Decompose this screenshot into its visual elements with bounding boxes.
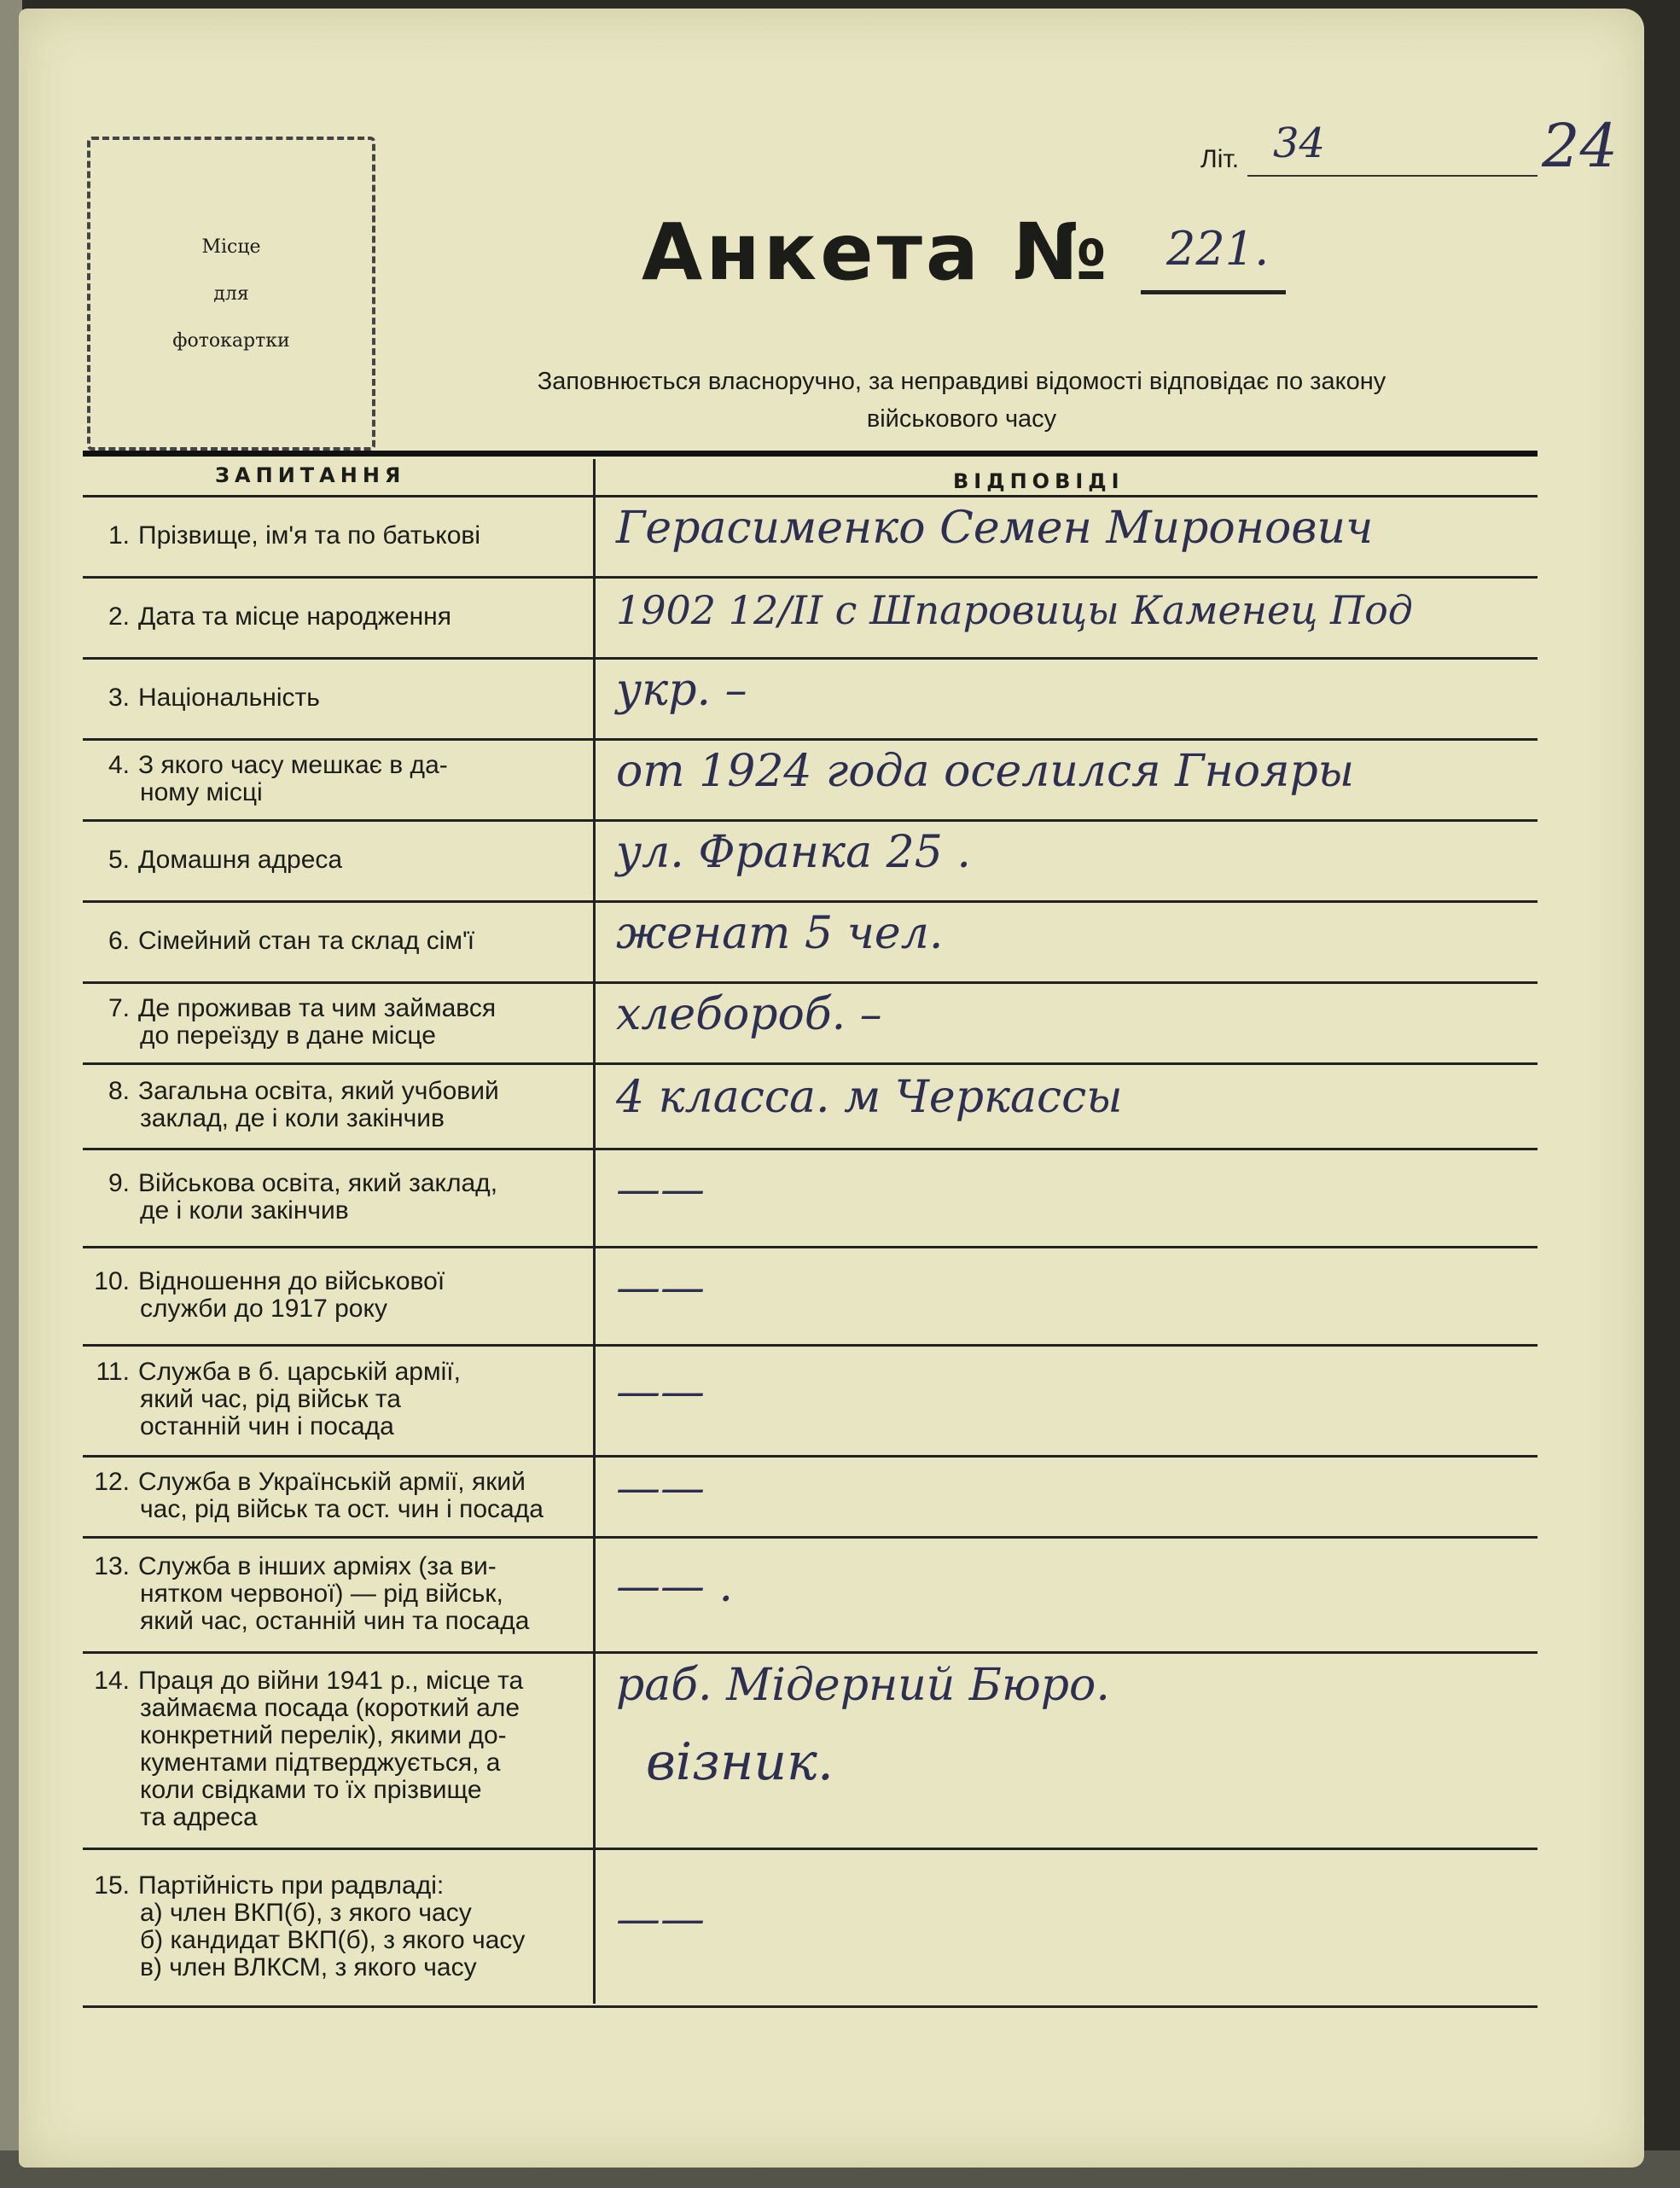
- row-rule: [83, 1848, 1538, 1850]
- question-text: Праця до війни 1941 р., місце та: [138, 1667, 524, 1695]
- question-8: [87, 1078, 590, 1132]
- row-rule: [83, 1455, 1538, 1458]
- question-text: та адреса: [140, 1803, 258, 1831]
- photo-label-1: Місце: [201, 236, 261, 258]
- answer-9: ——: [616, 1163, 705, 1215]
- answer-10: ——: [616, 1261, 705, 1313]
- question-text: де і коли закінчив: [140, 1196, 349, 1225]
- question-number: 15.: [94, 1871, 130, 1900]
- question-number: 1.: [108, 521, 130, 550]
- question-text: заклад, де і коли закінчив: [140, 1104, 445, 1132]
- row-rule: [83, 1148, 1538, 1150]
- question-text: Служба в б. царській армії,: [138, 1358, 461, 1386]
- question-10: [87, 1268, 590, 1323]
- page-number: 24: [1542, 111, 1619, 181]
- photo-placeholder: [87, 137, 375, 451]
- subtitle-line-1: Заповнюється власноручно, за неправдиві відомості відповідає по закону: [537, 368, 1386, 395]
- question-text: Загальна освіта, який учбовий: [138, 1077, 499, 1105]
- answer-1: Герасименко Семен Миронович: [616, 502, 1374, 554]
- question-text: Національність: [138, 683, 320, 712]
- row-rule: [83, 1062, 1538, 1065]
- row-rule: [83, 981, 1538, 984]
- question-text: коли свідками то їх прізвище: [140, 1776, 482, 1804]
- lit-value: 34: [1273, 119, 1326, 167]
- row-rule: [83, 1246, 1538, 1248]
- answer-15: ——: [616, 1893, 705, 1945]
- question-text: Військова освіта, який заклад,: [138, 1168, 498, 1197]
- question-text: Відношення до військової: [138, 1266, 445, 1295]
- question-13: [87, 1553, 590, 1635]
- answer-12: ——: [616, 1462, 705, 1514]
- question-text: Дата та місце народження: [138, 602, 451, 631]
- answer-11: ——: [616, 1366, 705, 1417]
- question-1: [87, 522, 590, 550]
- form-number-underline: [1141, 290, 1286, 294]
- row-rule: [83, 1651, 1538, 1654]
- subtitle: [411, 363, 1512, 438]
- answer-6: женат 5 чел.: [616, 907, 944, 959]
- question-number: 7.: [108, 993, 130, 1022]
- question-text: в) член ВЛКСМ, з якого часу: [140, 1952, 477, 1981]
- question-11: [87, 1359, 590, 1440]
- row-rule: [83, 2005, 1538, 2008]
- answer-7: хлебороб. –: [616, 988, 882, 1040]
- answer-4: от 1924 года оселился Гнояры: [616, 745, 1355, 797]
- question-6: [87, 928, 590, 955]
- question-number: 11.: [96, 1358, 130, 1386]
- photo-label-2: для: [213, 282, 249, 305]
- question-number: 13.: [94, 1551, 130, 1580]
- form-number: 221.: [1166, 222, 1270, 276]
- question-number: 14.: [94, 1667, 130, 1695]
- question-text: час, рід військ та ост. чин і посада: [140, 1494, 544, 1523]
- column-divider: [593, 459, 596, 2004]
- question-15: [87, 1872, 590, 1981]
- question-text: Служба в Українській армії, який: [138, 1467, 526, 1496]
- row-rule: [83, 495, 1538, 498]
- answer-3: укр. –: [616, 664, 747, 716]
- question-5: [87, 847, 590, 874]
- question-text: а) член ВКП(б), з якого часу: [140, 1898, 472, 1927]
- answer-2: 1902 12/II с Шпаровицы Каменец Под: [616, 587, 1413, 633]
- row-rule: [83, 576, 1538, 579]
- question-text: б) кандидат ВКП(б), з якого часу: [140, 1925, 526, 1954]
- question-text: останній чин і посада: [140, 1412, 394, 1440]
- question-text: нятком червоної) — рід військ,: [140, 1579, 503, 1608]
- answer-5: ул. Франка 25 .: [616, 826, 971, 878]
- question-number: 9.: [108, 1168, 130, 1197]
- row-rule: [83, 1536, 1538, 1539]
- page-title: Анкета №: [642, 207, 1111, 298]
- answer-14-line-2: візник.: [646, 1732, 834, 1792]
- row-rule: [83, 900, 1538, 903]
- question-text: ному місці: [140, 777, 263, 806]
- answer-13: —— .: [616, 1560, 734, 1612]
- question-number: 5.: [108, 845, 130, 874]
- column-header-answer: ВІДПОВІДІ: [953, 469, 1125, 493]
- question-text: який час, останній чин та посада: [140, 1606, 530, 1635]
- question-text: займаєма посада (короткий але: [140, 1694, 520, 1722]
- lit-underline: [1247, 175, 1538, 177]
- question-number: 8.: [108, 1077, 130, 1105]
- row-rule: [83, 657, 1538, 660]
- question-9: [87, 1170, 590, 1225]
- photo-label-3: фотокартки: [172, 329, 290, 352]
- question-number: 4.: [108, 750, 130, 779]
- answer-8: 4 класса. м Черкассы: [616, 1072, 1123, 1123]
- question-3: [87, 684, 590, 712]
- row-rule: [83, 1344, 1538, 1347]
- question-text: Сімейний стан та склад сім'ї: [138, 926, 475, 955]
- row-rule: [83, 819, 1538, 822]
- lit-label: Літ.: [1200, 145, 1240, 173]
- question-14: [87, 1667, 590, 1831]
- question-text: З якого часу мешкає в да-: [138, 750, 448, 779]
- subtitle-line-2: військового часу: [866, 405, 1057, 433]
- question-number: 3.: [108, 683, 130, 712]
- column-header-question: ЗАПИТАННЯ: [215, 463, 406, 487]
- question-number: 12.: [94, 1467, 130, 1496]
- questionnaire-page: [19, 9, 1644, 2168]
- question-text: служби до 1917 року: [140, 1294, 387, 1323]
- question-2: [87, 603, 590, 631]
- question-text: Прізвище, ім'я та по батькові: [138, 521, 480, 550]
- question-7: [87, 995, 590, 1050]
- question-number: 6.: [108, 926, 130, 955]
- question-text: який час, рід військ та: [140, 1385, 401, 1413]
- question-text: кументами підтверджується, а: [140, 1749, 501, 1777]
- question-text: до переїзду в дане місце: [140, 1021, 436, 1050]
- answer-14: раб. Мідерний Бюро.: [616, 1660, 1110, 1711]
- question-4: [87, 752, 590, 806]
- question-text: Служба в інших арміях (за ви-: [138, 1551, 497, 1580]
- question-12: [87, 1469, 590, 1523]
- question-text: Домашня адреса: [138, 845, 343, 874]
- table-top-rule: [83, 451, 1538, 457]
- question-number: 2.: [108, 602, 130, 631]
- question-text: Партійність при радвладі:: [138, 1871, 445, 1900]
- question-number: 10.: [94, 1266, 130, 1295]
- row-rule: [83, 738, 1538, 741]
- question-text: Де проживав та чим займався: [138, 993, 497, 1022]
- question-text: конкретний перелік), якими до-: [140, 1721, 507, 1749]
